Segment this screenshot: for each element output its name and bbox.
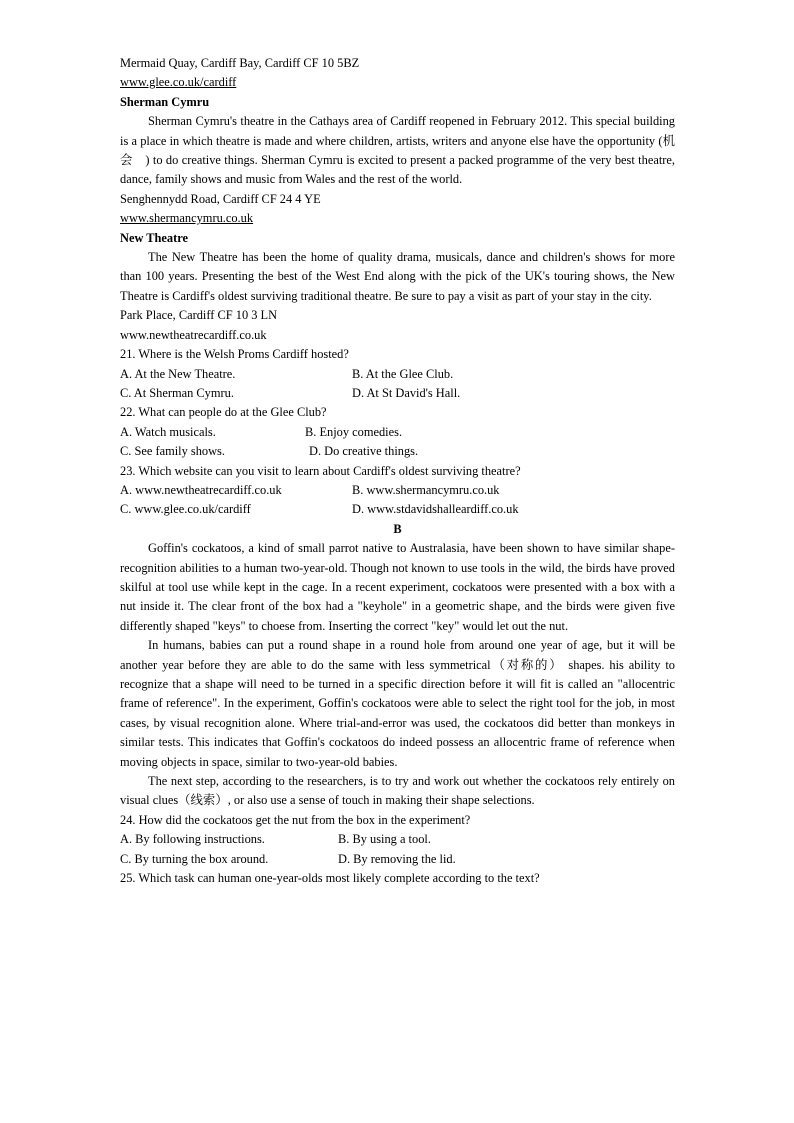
question-23: 23. Which website can you visit to learn about Cardiff's oldest surviving theatre?: [120, 463, 521, 478]
option: B. At the Glee Club.: [352, 366, 454, 381]
option: C. See family shows.: [120, 444, 225, 459]
option: D. www.stdavidshalleardiff.co.uk: [352, 502, 519, 517]
document-page: [120, 54, 688, 888]
glee-address: Mermaid Quay, Cardiff Bay, Cardiff CF 10 5BZ: [120, 56, 360, 70]
option: D. Do creative things.: [309, 444, 419, 459]
question-23-options-row2: [120, 500, 675, 519]
newtheatre-paragraph: The New Theatre has been the home of quality drama, musicals, dance and children's shows for more than 100 years. Presenting the best of the West End along with the pick of the UK's touring shows, the New Theatre is Cardiff's oldest surviving traditional theatre. Be sure to pay a visit as part of your stay in the city.: [120, 250, 675, 303]
question-21: 21. Where is the Welsh Proms Cardiff hosted?: [120, 347, 349, 362]
question-24-options-row2: [120, 850, 675, 869]
option: D. At St David's Hall.: [352, 385, 461, 400]
option: D. By removing the lid.: [338, 851, 456, 866]
section-b-paragraph-2: In humans, babies can put a round shape in a round hole from around one year of age, but it will be another year before they are able to do the same with less symmetrical（对称的） shapes. his ability to recognize that a shape will need to be turned in a specific direction before it will fit is called an "allocentric frame of reference". In the experiment, Goffin's cockatoos were able to select the right tool for the job, in most cases, by visual recognition alone. Where trial-and-error was used, the cockatoos did better than monkeys in similar tests. This indicates that Goffin's cockatoos do indeed possess an allocentric frame of reference when moving objects in space, similar to two-year-old babies.: [120, 638, 675, 769]
option: A. By following instructions.: [120, 832, 265, 847]
question-21-options-row1: [120, 365, 675, 384]
question-21-options-row2: [120, 384, 675, 403]
sherman-paragraph: Sherman Cymru's theatre in the Cathays area of Cardiff reopened in February 2012. This special building is a place in which theatre is made and where children, artists, writers and anyone else have the opportunity (机 会 ) to do creative things. Sherman Cymru is excited to present a packed programme of the very best theatre, dance, family shows and music from Wales and the rest of the world.: [120, 114, 688, 187]
option: B. www.shermancymru.co.uk: [352, 482, 500, 497]
question-22: 22. What can people do at the Glee Club?: [120, 405, 327, 420]
option: B. By using a tool.: [338, 832, 431, 847]
question-24: 24. How did the cockatoos get the nut from the box in the experiment?: [120, 812, 471, 827]
question-22-options-row2: [120, 442, 675, 461]
sherman-heading: Sherman Cymru: [120, 94, 210, 109]
newtheatre-address: Park Place, Cardiff CF 10 3 LN: [120, 308, 278, 323]
newtheatre-heading: New Theatre: [120, 230, 189, 245]
section-b-heading: B: [393, 521, 402, 536]
question-22-options-row1: [120, 423, 675, 442]
sherman-address: Senghennydd Road, Cardiff CF 24 4 YE: [120, 191, 321, 206]
option: B. Enjoy comedies.: [305, 424, 403, 439]
option: C. At Sherman Cymru.: [120, 385, 234, 400]
option: A. Watch musicals.: [120, 424, 216, 439]
section-b-paragraph-1: Goffin's cockatoos, a kind of small parrot native to Australasia, have been shown to have similar shape-recognition abilities to a human two-year-old. Though not known to use tools in the wild, the birds have proved skilful at tool use while kept in the cage. In a recent experiment, cockatoos were presented with a box with a nut inside it. The clear front of the box had a "keyhole" in a geometric shape, and the birds were given five differently shaped "keys" to choese from. Inserting the correct "key" would let out the nut.: [120, 541, 675, 633]
newtheatre-url: www.newtheatrecardiff.co.uk: [120, 327, 267, 342]
question-24-options-row1: [120, 830, 675, 849]
option: A. www.newtheatrecardiff.co.uk: [120, 482, 282, 497]
glee-url-link[interactable]: www.glee.co.uk/cardiff: [120, 75, 237, 90]
option: C. www.glee.co.uk/cardiff: [120, 502, 251, 517]
question-25: 25. Which task can human one-year-olds most likely complete according to the text?: [120, 871, 540, 886]
sherman-url-link[interactable]: www.shermancymru.co.uk: [120, 211, 254, 226]
question-23-options-row1: [120, 481, 675, 500]
option: C. By turning the box around.: [120, 851, 269, 866]
section-b-paragraph-3: The next step, according to the researchers, is to try and work out whether the cockatoos rely entirely on visual clues（线索）, or also use a sense of touch in making their shape selections.: [120, 774, 675, 808]
option: A. At the New Theatre.: [120, 366, 236, 381]
